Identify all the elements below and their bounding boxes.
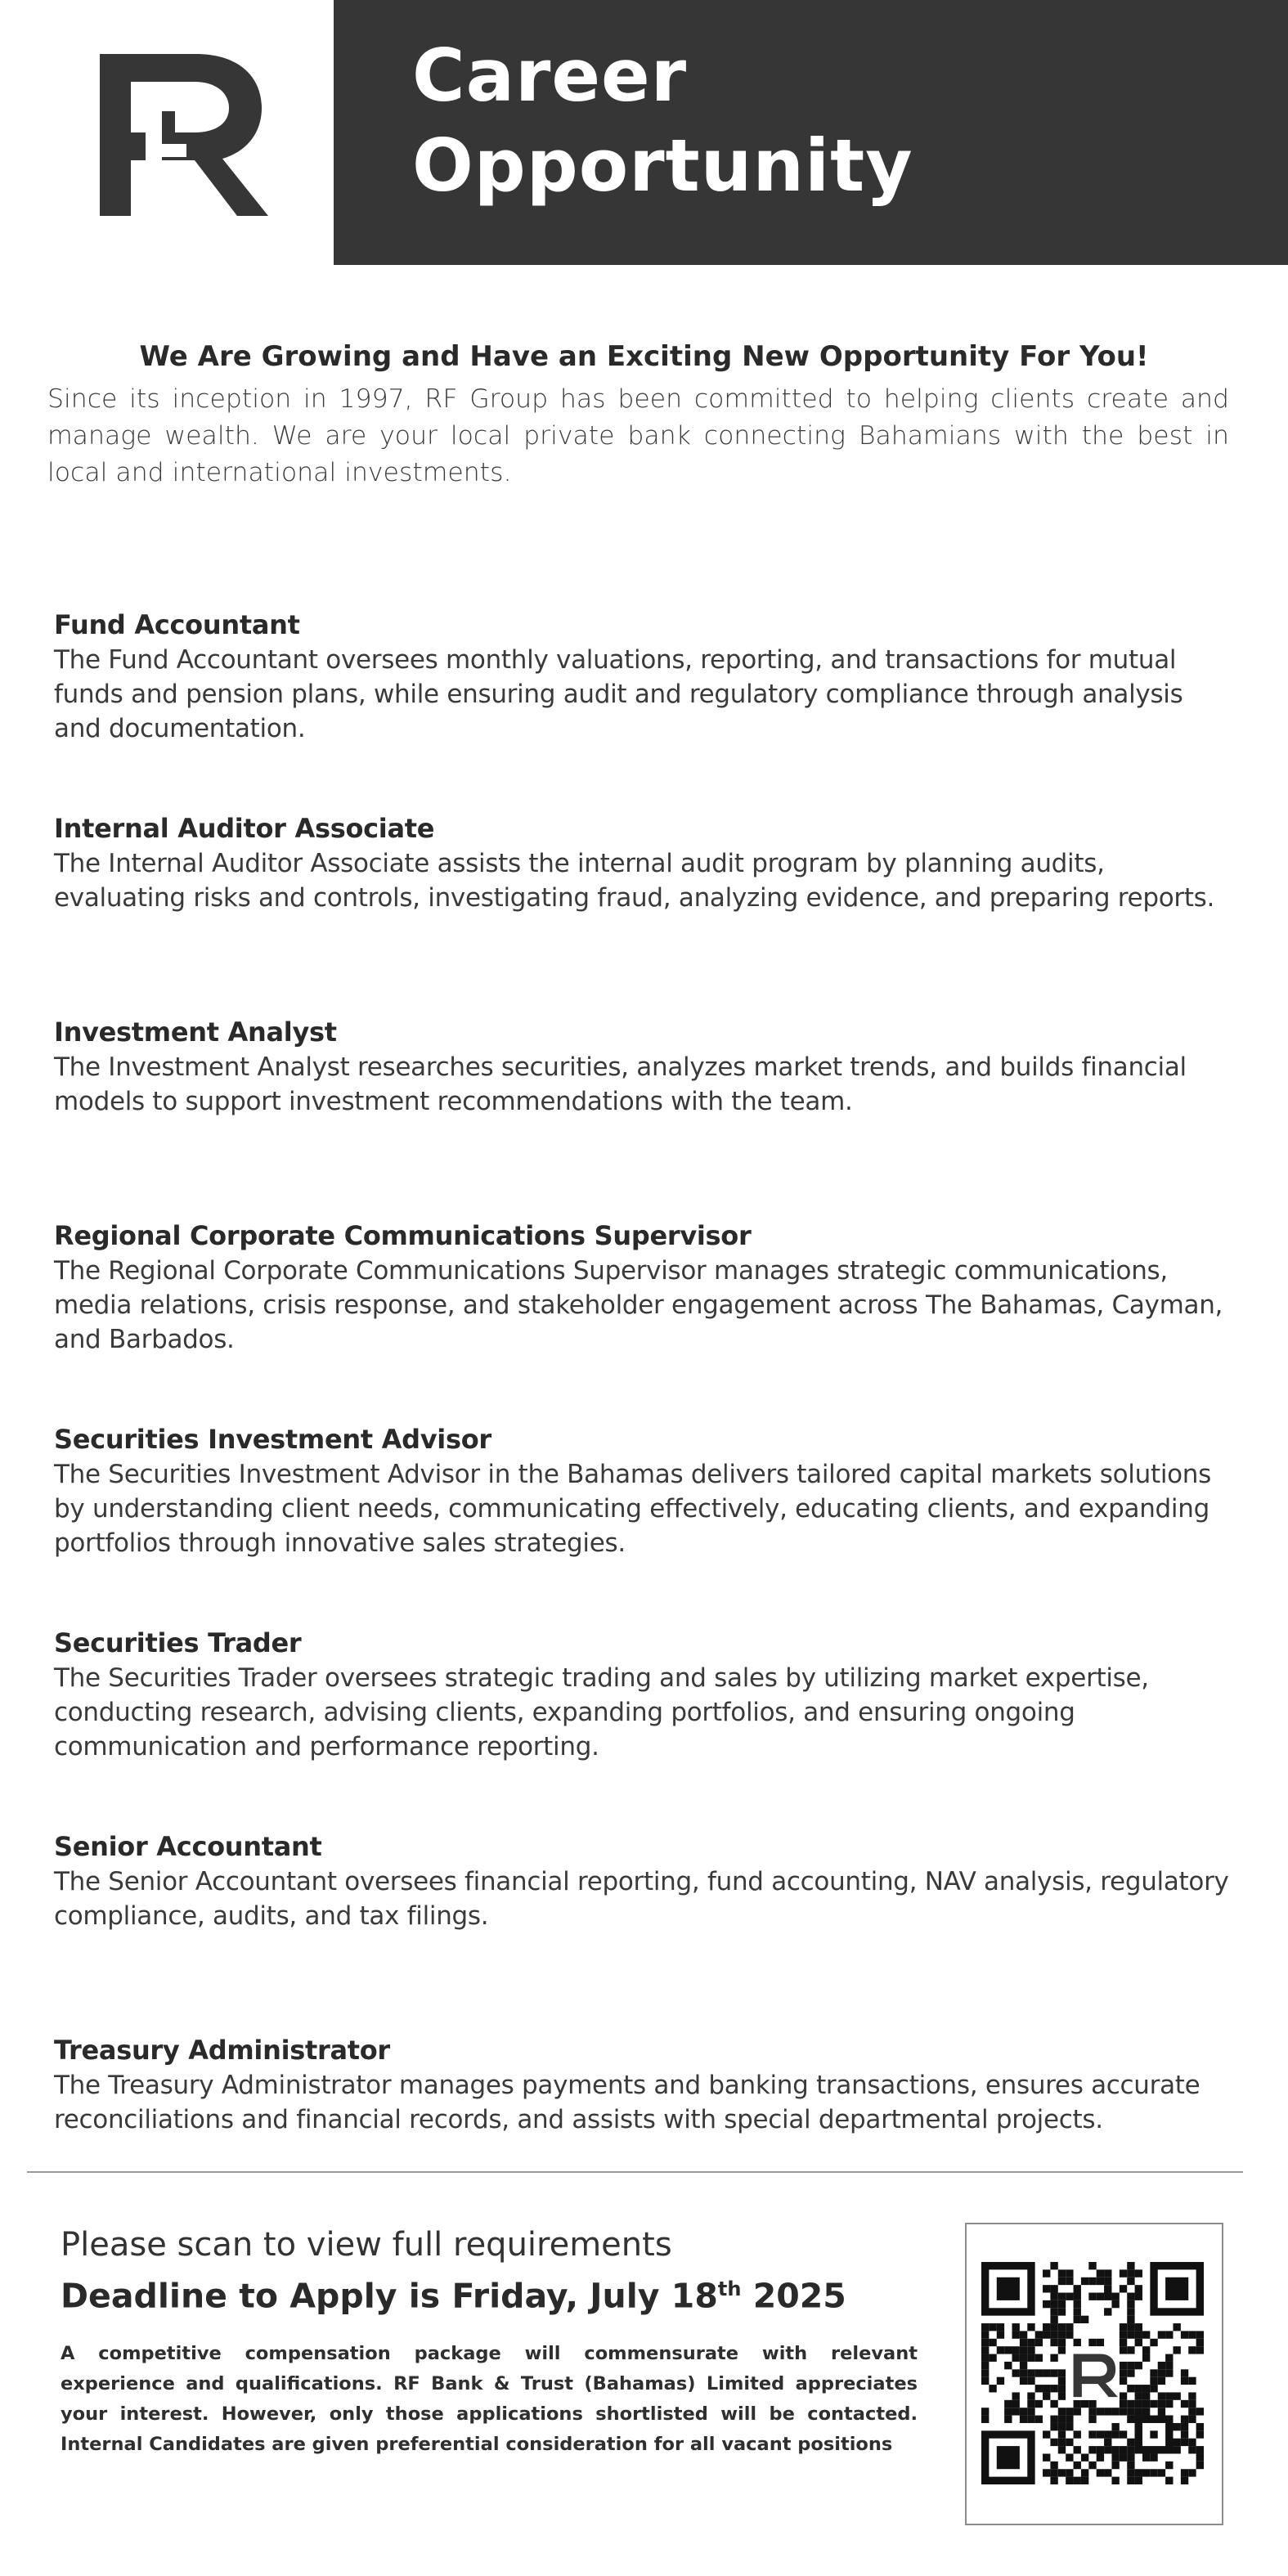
intro-body: Since its inception in 1997, RF Group has been committed to helping clients create and manage wealth. We are your local private bank connecting Bahamians with the best in local and international investments.	[47, 384, 1229, 487]
job-description: The Senior Accountant oversees financial reporting, fund accounting, NAV analysis, regulatory compliance, audits, and tax filings.	[54, 1867, 1229, 1931]
job-title: Securities Trader	[54, 1627, 302, 1658]
intro-heading: We Are Growing and Have an Exciting New Opportunity For You!	[139, 340, 1149, 373]
job-item-internal-auditor-associate	[54, 810, 1232, 1014]
header-band	[334, 0, 1288, 265]
job-item-senior-accountant	[54, 1829, 1232, 2032]
job-item-regional-communications-supervisor	[54, 1218, 1232, 1421]
qr-code-frame[interactable]	[965, 2223, 1223, 2525]
job-list	[54, 607, 1232, 2236]
job-item-treasury-administrator	[54, 2032, 1232, 2236]
deadline-year: 2025	[741, 2276, 846, 2316]
job-title: Senior Accountant	[54, 1831, 322, 1862]
job-description: The Internal Auditor Associate assists the internal audit program by planning audits, evaluating risks and controls, investigating fraud, analyzing evidence, and preparing reports.	[54, 849, 1215, 913]
job-item-securities-trader	[54, 1625, 1232, 1829]
deadline-ordinal: th	[717, 2278, 742, 2300]
compensation-notice: A competitive compensation package will commensurate with relevant experience and qualifications. RF Bank & Trust (Bahamas) Limited appreciates your interest. However, only those applications shortlisted will be contacted. Internal Candidates are given preferential consideration for all vacant positions	[61, 2343, 918, 2455]
job-description: The Securities Trader oversees strategic trading and sales by utilizing market expertise, conducting research, advising clients, expanding portfolios, and ensuring ongoing communication and performance reporting.	[54, 1663, 1149, 1761]
job-title: Treasury Administrator	[54, 2035, 390, 2066]
job-title: Securities Investment Advisor	[54, 1424, 491, 1455]
job-description: The Regional Corporate Communications Supervisor manages strategic communications, media relations, crisis response, and stakeholder engagement across The Bahamas, Cayman, and Barbados.	[54, 1256, 1223, 1354]
scan-instruction: Please scan to view full requirements	[61, 2226, 672, 2264]
title-line-2: Opportunity	[412, 123, 913, 208]
job-description: The Securities Investment Advisor in the Bahamas delivers tailored capital markets solutions by understanding client needs, communicating effectively, educating clients, and expanding portfolios through innovative sales strategies.	[54, 1460, 1211, 1558]
job-description: The Treasury Administrator manages payments and banking transactions, ensures accurate reconciliations and financial records, and assists with special departmental projects.	[54, 2071, 1200, 2134]
application-deadline	[61, 2267, 846, 2318]
job-title: Internal Auditor Associate	[54, 813, 435, 844]
job-item-fund-accountant	[54, 607, 1232, 810]
page-title	[412, 31, 913, 211]
rf-logo-icon	[100, 54, 268, 216]
deadline-text: Deadline to Apply is Friday, July 18	[61, 2276, 718, 2316]
job-title: Regional Corporate Communications Supervisor	[54, 1220, 752, 1251]
logo-area	[0, 0, 334, 265]
title-line-1: Career	[412, 34, 688, 118]
job-item-securities-investment-advisor	[54, 1421, 1232, 1625]
footer-divider	[27, 2171, 1243, 2173]
job-description: The Fund Accountant oversees monthly valuations, reporting, and transactions for mutual funds and pension plans, while ensuring audit and regulatory compliance through analysis and documentation.	[54, 645, 1183, 743]
job-title: Investment Analyst	[54, 1016, 337, 1048]
job-item-investment-analyst	[54, 1014, 1232, 1218]
qr-code-icon[interactable]	[981, 2262, 1204, 2484]
job-title: Fund Accountant	[54, 609, 300, 640]
job-description: The Investment Analyst researches securities, analyzes market trends, and builds financial models to support investment recommendations with the team.	[54, 1052, 1187, 1116]
